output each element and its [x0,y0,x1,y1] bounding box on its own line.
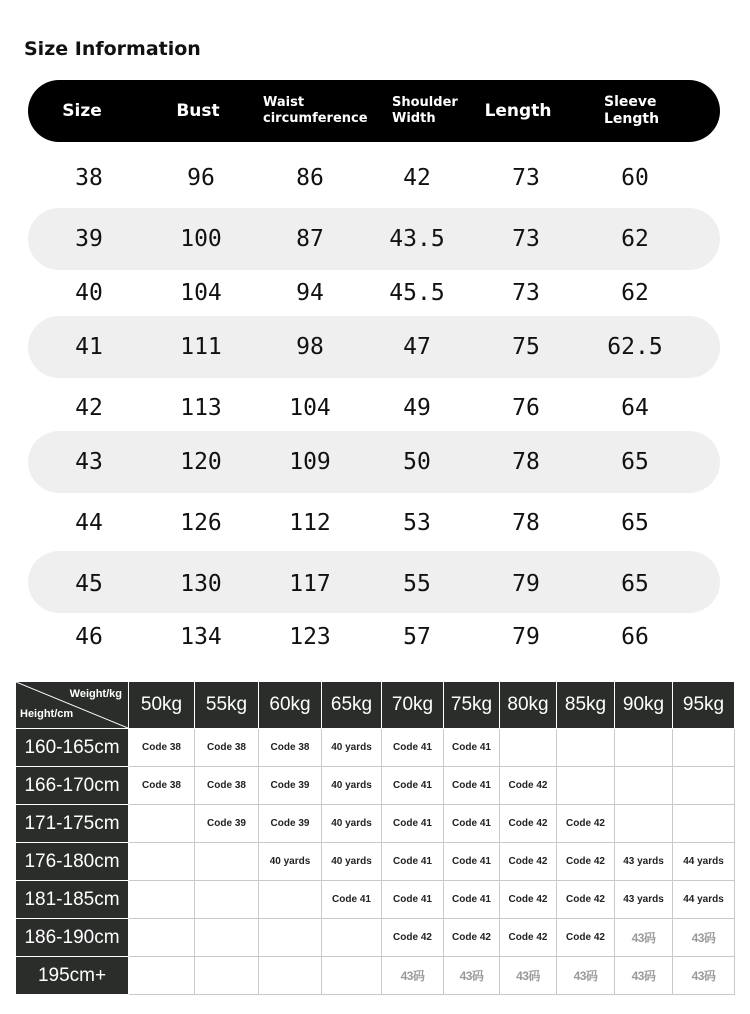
size-cell: 76 [512,395,540,421]
weight-column-header: 85kg [557,682,615,729]
size-recommendation-cell [129,881,195,919]
size-recommendation-cell: 40 yards [322,767,382,805]
size-row [28,158,720,198]
size-recommendation-cell: 43码 [500,957,557,995]
size-cell: 87 [296,226,324,252]
size-recommendation-cell: Code 38 [129,767,195,805]
size-cell: 112 [289,510,331,536]
size-recommendation-cell: Code 42 [444,919,500,957]
size-recommendation-cell [129,957,195,995]
size-recommendation-cell [259,919,322,957]
table-row [16,729,735,767]
size-recommendation-cell [615,729,673,767]
size-recommendation-cell [129,805,195,843]
size-cell: 62.5 [607,334,663,360]
size-cell: 43 [75,449,103,475]
weight-column-header: 95kg [673,682,735,729]
size-recommendation-cell: 40 yards [322,843,382,881]
size-cell: 55 [403,571,431,597]
header-bust: Bust [176,100,220,121]
size-recommendation-cell: 44 yards [673,881,735,919]
size-recommendation-cell: 40 yards [322,729,382,767]
size-cell: 109 [289,449,331,475]
size-recommendation-cell [673,729,735,767]
header-waist: Waist circumference [263,95,368,126]
weight-column-header: 75kg [444,682,500,729]
size-recommendation-cell [322,919,382,957]
size-recommendation-cell: Code 41 [444,729,500,767]
size-recommendation-cell: Code 41 [444,881,500,919]
height-row-header: 176-180cm [16,843,129,881]
size-cell: 44 [75,510,103,536]
corner-height-label: Height/cm [20,708,74,720]
size-cell: 49 [403,395,431,421]
size-recommendation-cell: 43码 [557,957,615,995]
size-cell: 75 [512,334,540,360]
header-shoulder: Shoulder Width [392,95,458,126]
size-recommendation-cell: 43码 [615,957,673,995]
corner-weight-label: Weight/kg [69,688,122,700]
size-row [28,273,720,313]
size-recommendation-cell [500,729,557,767]
height-row-header: 171-175cm [16,805,129,843]
size-cell: 111 [180,334,222,360]
size-cell: 45.5 [389,280,445,306]
size-recommendation-cell: Code 41 [444,767,500,805]
size-recommendation-cell [615,767,673,805]
size-recommendation-cell: 43 yards [615,843,673,881]
size-row [28,564,720,604]
size-recommendation-cell [615,805,673,843]
size-cell: 42 [75,395,103,421]
size-recommendation-cell: 43 yards [615,881,673,919]
size-recommendation-cell: Code 39 [259,805,322,843]
size-recommendation-cell: 43码 [673,957,735,995]
size-recommendation-cell: Code 38 [259,729,322,767]
size-cell: 79 [512,571,540,597]
size-recommendation-cell: Code 41 [382,881,444,919]
size-cell: 73 [512,165,540,191]
size-cell: 79 [512,624,540,650]
size-cell: 73 [512,280,540,306]
header-sleeve: Sleeve Length [604,94,660,127]
size-recommendation-cell: Code 41 [444,843,500,881]
size-table-header [28,80,720,142]
size-recommendation-cell: Code 38 [195,729,259,767]
size-cell: 47 [403,334,431,360]
height-row-header: 166-170cm [16,767,129,805]
size-cell: 94 [296,280,324,306]
size-row [28,503,720,543]
size-cell: 60 [621,165,649,191]
size-cell: 104 [289,395,331,421]
size-recommendation-cell: Code 42 [557,805,615,843]
size-row [28,388,720,428]
corner-header [16,682,129,729]
size-cell: 123 [289,624,331,650]
size-cell: 134 [180,624,222,650]
size-recommendation-cell: 43码 [444,957,500,995]
size-recommendation-cell: Code 42 [382,919,444,957]
size-recommendation-cell: Code 38 [195,767,259,805]
height-row-header: 181-185cm [16,881,129,919]
size-recommendation-cell [557,729,615,767]
table-row [16,957,735,995]
weight-column-header: 50kg [129,682,195,729]
size-recommendation-cell: Code 41 [322,881,382,919]
size-recommendation-cell: Code 42 [557,843,615,881]
weight-column-header: 65kg [322,682,382,729]
size-row [28,617,720,657]
weight-column-header: 90kg [615,682,673,729]
size-recommendation-cell: Code 42 [500,881,557,919]
size-recommendation-cell [129,843,195,881]
size-cell: 41 [75,334,103,360]
size-recommendation-cell [259,881,322,919]
size-cell: 98 [296,334,324,360]
size-recommendation-cell: Code 39 [259,767,322,805]
size-recommendation-cell: Code 41 [382,767,444,805]
size-recommendation-cell [673,805,735,843]
table-row [16,805,735,843]
size-row [28,442,720,482]
weight-column-header: 70kg [382,682,444,729]
size-recommendation-cell [195,919,259,957]
size-cell: 64 [621,395,649,421]
table-row [16,919,735,957]
weight-column-header: 60kg [259,682,322,729]
size-recommendation-cell: Code 42 [500,805,557,843]
size-recommendation-cell: Code 42 [500,843,557,881]
size-cell: 78 [512,510,540,536]
size-recommendation-cell: 43码 [673,919,735,957]
weight-column-header: 55kg [195,682,259,729]
size-cell: 43.5 [389,226,445,252]
size-recommendation-cell: Code 41 [382,805,444,843]
size-cell: 39 [75,226,103,252]
size-cell: 96 [187,165,215,191]
size-cell: 113 [180,395,222,421]
size-recommendation-cell: Code 41 [382,843,444,881]
size-cell: 42 [403,165,431,191]
size-recommendation-cell: Code 41 [382,729,444,767]
size-recommendation-cell: 43码 [615,919,673,957]
size-cell: 62 [621,280,649,306]
size-recommendation-cell [195,843,259,881]
size-recommendation-cell [322,957,382,995]
size-recommendation-cell [195,881,259,919]
page-title: Size Information [24,38,201,60]
table-row [16,767,735,805]
size-cell: 38 [75,165,103,191]
size-recommendation-cell: Code 38 [129,729,195,767]
weight-column-header: 80kg [500,682,557,729]
size-recommendation-cell: Code 42 [500,919,557,957]
size-recommendation-cell: Code 39 [195,805,259,843]
size-cell: 104 [180,280,222,306]
size-cell: 65 [621,571,649,597]
size-recommendation-cell [557,767,615,805]
size-cell: 65 [621,449,649,475]
size-cell: 53 [403,510,431,536]
size-row [28,327,720,367]
size-recommendation-cell: 44 yards [673,843,735,881]
size-recommendation-cell: 40 yards [322,805,382,843]
size-recommendation-cell [259,957,322,995]
size-cell: 62 [621,226,649,252]
size-recommendation-cell [129,919,195,957]
header-size: Size [62,100,102,121]
size-recommendation-cell: Code 42 [500,767,557,805]
size-cell: 117 [289,571,331,597]
size-cell: 40 [75,280,103,306]
size-recommendation-cell: Code 42 [557,881,615,919]
size-recommendation-cell: Code 42 [557,919,615,957]
size-recommendation-cell: 40 yards [259,843,322,881]
header-length: Length [484,100,552,121]
size-cell: 73 [512,226,540,252]
weight-height-table [15,681,735,995]
size-cell: 66 [621,624,649,650]
size-cell: 130 [180,571,222,597]
height-row-header: 195cm+ [16,957,129,995]
size-recommendation-cell [195,957,259,995]
size-cell: 86 [296,165,324,191]
size-cell: 57 [403,624,431,650]
table-row [16,881,735,919]
size-row [28,219,720,259]
size-cell: 100 [180,226,222,252]
size-recommendation-cell: 43码 [382,957,444,995]
size-cell: 45 [75,571,103,597]
height-row-header: 160-165cm [16,729,129,767]
size-cell: 78 [512,449,540,475]
size-cell: 50 [403,449,431,475]
size-recommendation-cell [673,767,735,805]
size-cell: 46 [75,624,103,650]
size-recommendation-cell: Code 41 [444,805,500,843]
size-cell: 65 [621,510,649,536]
height-row-header: 186-190cm [16,919,129,957]
table-row [16,843,735,881]
size-cell: 126 [180,510,222,536]
size-cell: 120 [180,449,222,475]
